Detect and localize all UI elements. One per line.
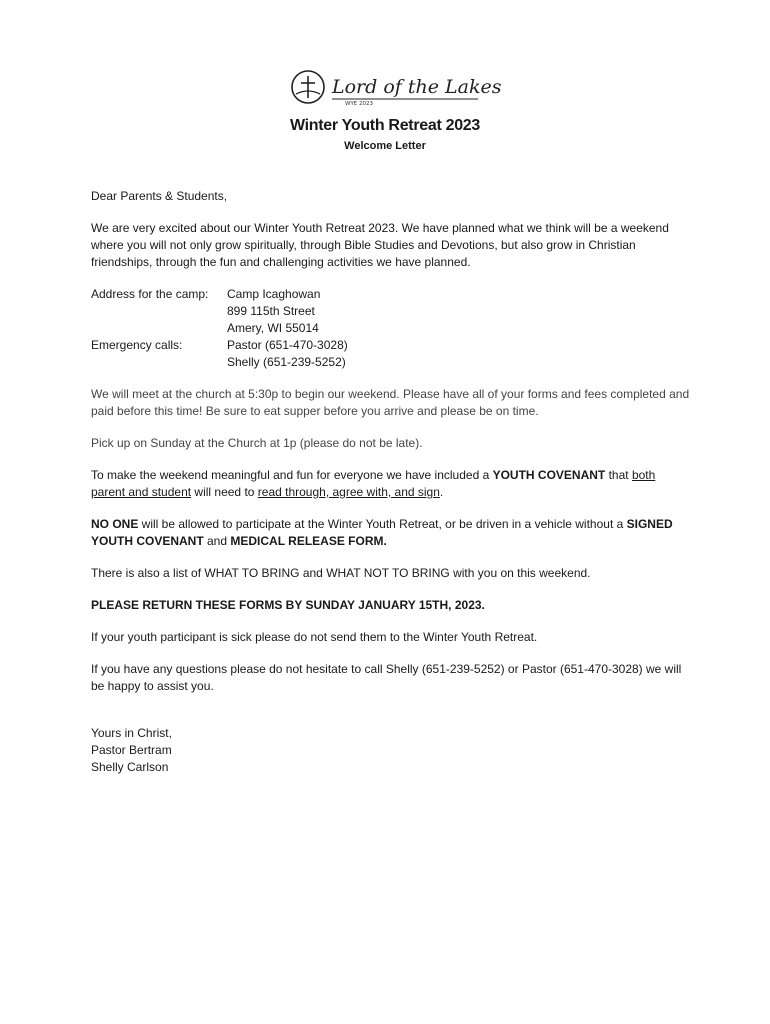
church-logo — [288, 68, 502, 108]
emergency-line: Pastor (651-470-3028) — [227, 338, 348, 352]
no-one-emphasis: NO ONE — [91, 517, 139, 531]
address-line: Amery, WI 55014 — [227, 321, 319, 335]
return-deadline — [91, 597, 691, 614]
emergency-line: Shelly (651-239-5252) — [227, 355, 346, 369]
covenant-text: that — [605, 468, 632, 482]
requirement-text: and — [203, 534, 231, 548]
pickup-paragraph: Pick up on Sunday at the Church at 1p (please do not be late). — [91, 436, 423, 450]
covenant-text: To make the weekend meaningful and fun for everyone we have included a — [91, 468, 493, 482]
questions-paragraph: If you have any questions please do not hesitate to call Shelly (651-239-5252) or Pastor (651-470-3028) we will be happy to assist you. — [91, 662, 682, 693]
covenant-text: will need to — [191, 485, 258, 499]
address-value — [227, 286, 691, 337]
bring-paragraph: There is also a list of WHAT TO BRING and WHAT NOT TO BRING with you on this weekend. — [91, 566, 591, 580]
requirement-paragraph — [91, 516, 691, 550]
closing: Yours in Christ, — [91, 726, 172, 740]
letter-body — [91, 188, 691, 776]
emergency-row — [91, 337, 691, 371]
greeting: Dear Parents & Students, — [91, 189, 228, 203]
youth-covenant-emphasis: YOUTH COVENANT — [492, 468, 606, 482]
emergency-label: Emergency calls: — [91, 338, 183, 352]
page-title: Winter Youth Retreat 2023 — [289, 117, 481, 134]
logo-wordmark: Lord of the Lakes — [332, 76, 502, 98]
address-line: Camp Icaghowan — [227, 287, 321, 301]
medical-form-emphasis: MEDICAL RELEASE FORM. — [230, 534, 387, 548]
address-label: Address for the camp: — [91, 287, 209, 301]
signer: Pastor Bertram — [91, 743, 172, 757]
signed-covenant-emphasis: SIGNED YOUTH COVENANT — [91, 517, 673, 548]
address-line: 899 115th Street — [227, 304, 315, 318]
parent-student-underline: both parent and student — [91, 468, 656, 499]
cross-circle-icon — [292, 71, 324, 103]
covenant-text: . — [439, 485, 444, 499]
sign-underline: read through, agree with, and sign — [257, 485, 440, 499]
covenant-paragraph — [91, 467, 691, 501]
logo-subtext: WYE 2023 — [345, 101, 374, 107]
address-row — [91, 286, 691, 337]
emergency-value — [227, 337, 691, 371]
signer: Shelly Carlson — [91, 760, 169, 774]
intro-paragraph: We are very excited about our Winter Youth Retreat 2023. We have planned what we think will be a weekend where you will not only grow spiritually, through Bible Studies and Devotions, but also grow in Christian friendships, through the fun and challenging activities we have planned. — [91, 221, 669, 269]
sick-paragraph: If your youth participant is sick please do not send them to the Winter Youth Retreat. — [91, 630, 538, 644]
meet-paragraph: We will meet at the church at 5:30p to begin our weekend. Please have all of your forms and fees completed and paid before this time! Be sure to eat supper before you arrive and please be on time. — [91, 387, 690, 418]
requirement-text: will be allowed to participate at the Winter Youth Retreat, or be driven in a vehicle without a — [138, 517, 627, 531]
page-subtitle: Welcome Letter — [344, 140, 426, 152]
return-deadline-text: PLEASE RETURN THESE FORMS BY SUNDAY JANUARY 15TH, 2023. — [91, 598, 485, 612]
